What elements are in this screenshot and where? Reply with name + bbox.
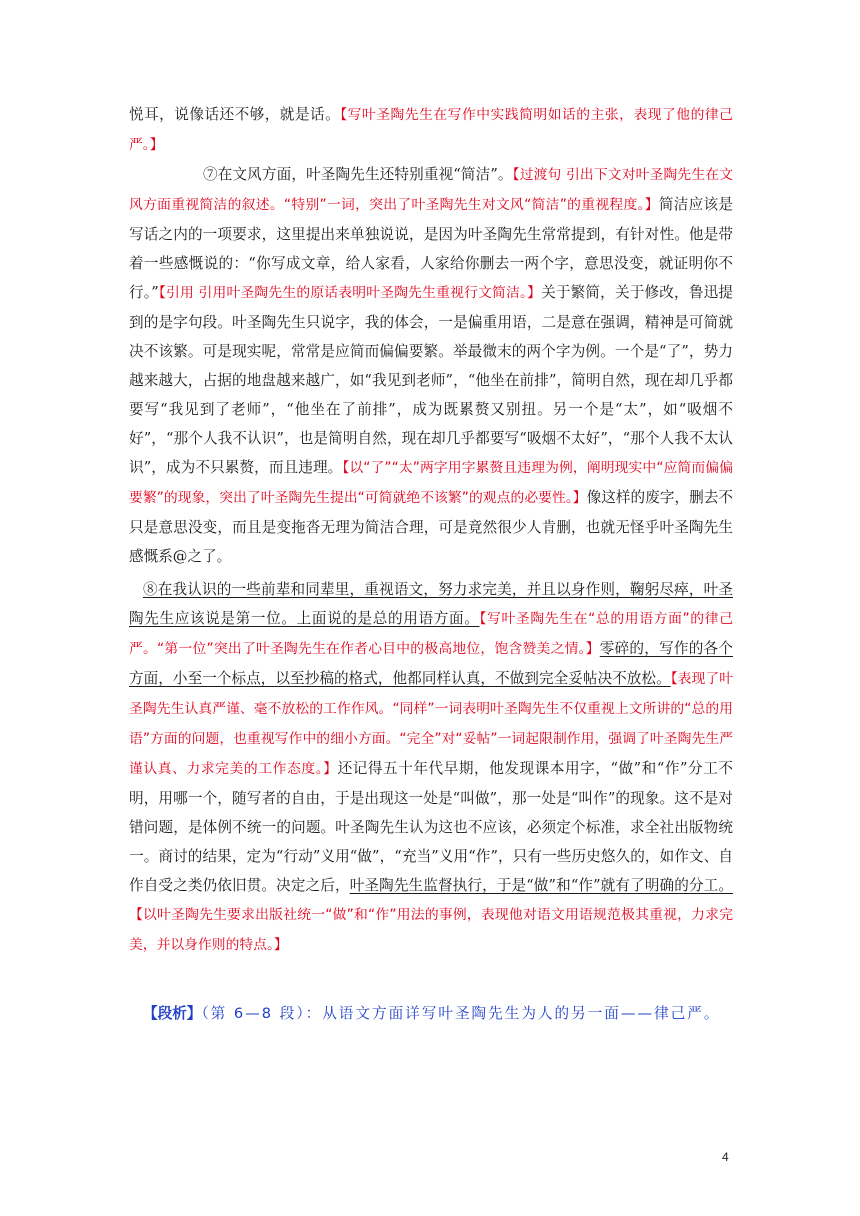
annotation-note: 【引用 引用叶圣陶先生的原话表明叶圣陶先生重视行文简洁。】 <box>158 285 542 301</box>
annotation-note: 【以“了”“太”两字用字累赘且违理为例，阐明现实中“应简而偏偏要繁”的现象，突出了叶圣陶先生提出“可简就绝不该繁”的观点的必要性。】 <box>129 460 733 506</box>
analysis-label: 【段析】 <box>143 1005 202 1022</box>
underlined-text: 零碎的，写作的各个方面，小至一个标点，以至抄稿的格式，他都同样认真，不做到完全妥帖决不放松。 <box>129 640 733 687</box>
annotation-note: 【写叶圣陶先生在“总的用语方面”的律己严。“第一位”突出了叶圣陶先生在作者心目中的极高地位，饱含赞美之情。】 <box>129 611 733 657</box>
body-text: 关于繁简，关于修改，鲁迅提到的是字句段。叶圣陶先生只说字，我的体会，一是偏重用语，二是意在强调，精神是可简就决不该繁。可是现实呢，常常是应简而偏偏要繁。举最微末的两个字为例。一个是“了”，势力越来越大，占据的地盘越来越广，如“我见到老师”，“他坐在前排”，简明自然，现在却几乎都要写“我见到了老师”，“他坐在了前排”，成为既累赘又别扭。另一个是“太”，如“吸烟不好”，“那个人我不认识”，也是简明自然，现在却几乎都要写“吸烟不太好”，“那个人我不太认识”，成为不只累赘，而且违理。 <box>129 284 733 476</box>
annotation-note: 【以叶圣陶先生要求出版社统一“做”和“作”用法的事例，表现他对语文用语规范极其重视，力求完美，并以身作则的特点。】 <box>129 907 733 953</box>
annotation-note: 【过渡句 引出下文对叶圣陶先生在文风方面重视简洁的叙述。“特别”一词，突出了叶圣陶先生对文风“简洁”的重视程度。】 <box>129 167 733 213</box>
body-text: 像这样的废字，删去不只是意思没变，而且是变拖沓无理为简洁合理，可是竟然很少人肯删，也就无怪乎叶圣陶先生感慨系@之了。 <box>129 489 733 565</box>
body-text: 简洁应该是写话之内的一项要求，这里提出来单独说说，是因为叶圣陶先生常常提到，有针对性。他是带着一些感慨说的：“你写成文章，给人家看，人家给你删去一两个字，意思没变，就证明你不行。” <box>129 196 733 301</box>
paragraph-analysis <box>129 998 733 1029</box>
underlined-text: 叶圣陶先生监督执行，于是“做”和“作”就有了明确的分工。 <box>349 877 733 894</box>
body-text: 悦耳，说像话还不够，就是话。 <box>129 106 341 123</box>
underlined-text: ⑧在我认识的一些前辈和同辈里，重视语文，努力求完美，并且以身作则，鞠躬尽瘁，叶圣陶先生应该说是第一位。上面说的是总的用语方面。 <box>129 581 733 627</box>
annotation-note: 【表现了叶圣陶先生认真严谨、毫不放松的工作作风。“同样”一词表明叶圣陶先生不仅重视上文所讲的“总的用语”方面的问题，也重视写作中的细小方面。“完全”对“妥帖”一词起限制作用，强调了叶圣陶先生严谨认真、力求完美的工作态度。】 <box>129 671 733 777</box>
paragraph-7 <box>129 160 733 571</box>
annotation-note: 【写叶圣陶先生在写作中实践简明如话的主张，表现了他的律己严。】 <box>129 107 733 153</box>
paragraph-8 <box>129 575 733 960</box>
analysis-text: （第 6—8 段）：从语文方面详写叶圣陶先生为人的另一面——律己严。 <box>201 1005 721 1022</box>
paragraph-6-end <box>129 100 733 160</box>
body-text: ⑦在文风方面，叶圣陶先生还特别重视“简洁”。 <box>203 166 513 183</box>
page-number: 4 <box>722 1150 729 1164</box>
body-text: 还记得五十年代早期，他发现课本用字，“做”和“作”分工不明，用哪一个，随写者的自由，于是出现这一处是“叫做”，那一处是“叫作”的现象。这不是对错问题，是体例不统一的问题。叶圣陶先生认为这也不应该，必须定个标准，求全社出版物统一。商讨的结果，定为“行动”义用“做”，“充当”义用“作”，只有一些历史悠久的，如作文、自作自受之类仍依旧贯。决定之后， <box>129 760 733 894</box>
document-page <box>129 100 733 1044</box>
